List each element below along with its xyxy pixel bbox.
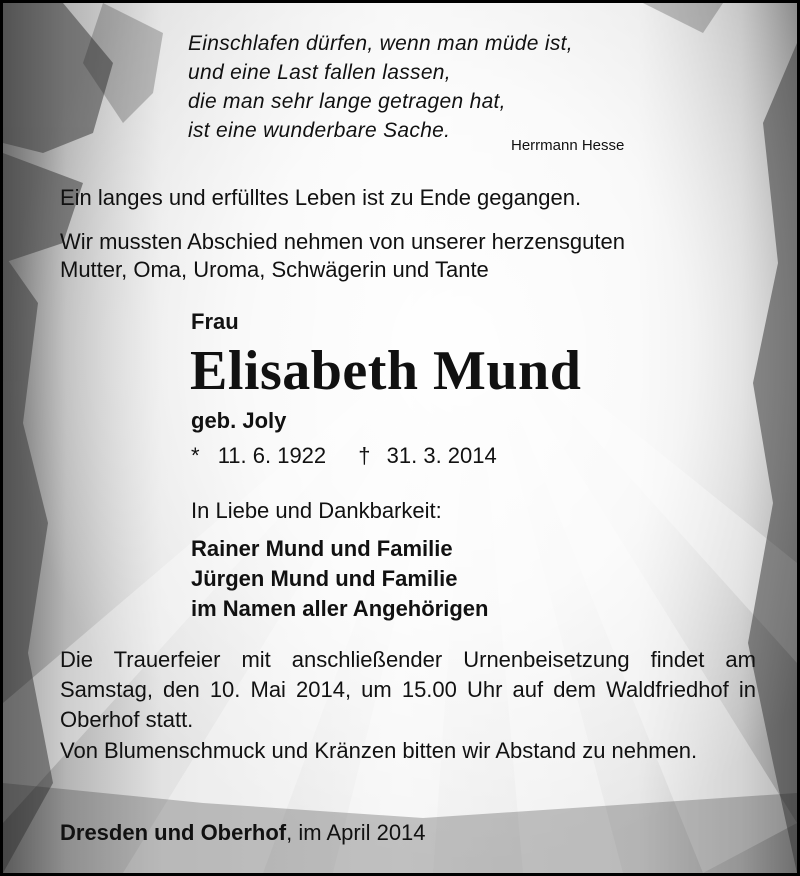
quote-line: und eine Last fallen lassen, — [188, 61, 451, 84]
quote-line: Einschlafen dürfen, wenn man müde ist, — [188, 32, 573, 55]
hesse-quote — [188, 29, 573, 145]
flowers-request: Von Blumenschmuck und Kränzen bitten wir Abstand zu nehmen. — [60, 738, 698, 763]
mourner-name: im Namen aller Angehörigen — [191, 596, 489, 621]
birth-symbol: * — [191, 443, 200, 468]
closing-line — [60, 818, 426, 848]
mourner-name: Jürgen Mund und Familie — [191, 566, 458, 591]
closing-date: , im April 2014 — [286, 820, 426, 845]
intro-line: Wir mussten Abschied nehmen von unserer herzensguten — [60, 229, 625, 254]
intro-line: Mutter, Oma, Uroma, Schwägerin und Tante — [60, 257, 489, 282]
birth-date: 11. 6. 1922 — [217, 443, 327, 468]
salutation: Frau — [191, 309, 239, 334]
deceased-name: Elisabeth Mund — [190, 340, 582, 402]
mourner-name: Rainer Mund und Familie — [191, 536, 453, 561]
quote-author: Herrmann Hesse — [511, 137, 625, 154]
mourners-list — [191, 534, 488, 624]
mourners-heading: In Liebe und Dankbarkeit: — [191, 498, 442, 523]
life-dates — [191, 441, 497, 471]
maiden-name: geb. Joly — [191, 408, 287, 433]
quote-line: ist eine wunderbare Sache. — [188, 119, 451, 142]
quote-line: die man sehr lange getragen hat, — [188, 90, 506, 113]
funeral-details: Die Trauerfeier mit anschließender Urnenbeisetzung findet am Samstag, den 10. Mai 2014, um 15.00 Uhr auf dem Waldfriedhof in Oberhof statt. — [60, 647, 756, 732]
death-date: 31. 3. 2014 — [386, 443, 497, 468]
death-symbol: † — [358, 443, 371, 468]
intro-line: Ein langes und erfülltes Leben ist zu Ende gegangen. — [60, 185, 582, 210]
closing-place: Dresden und Oberhof — [60, 820, 287, 845]
